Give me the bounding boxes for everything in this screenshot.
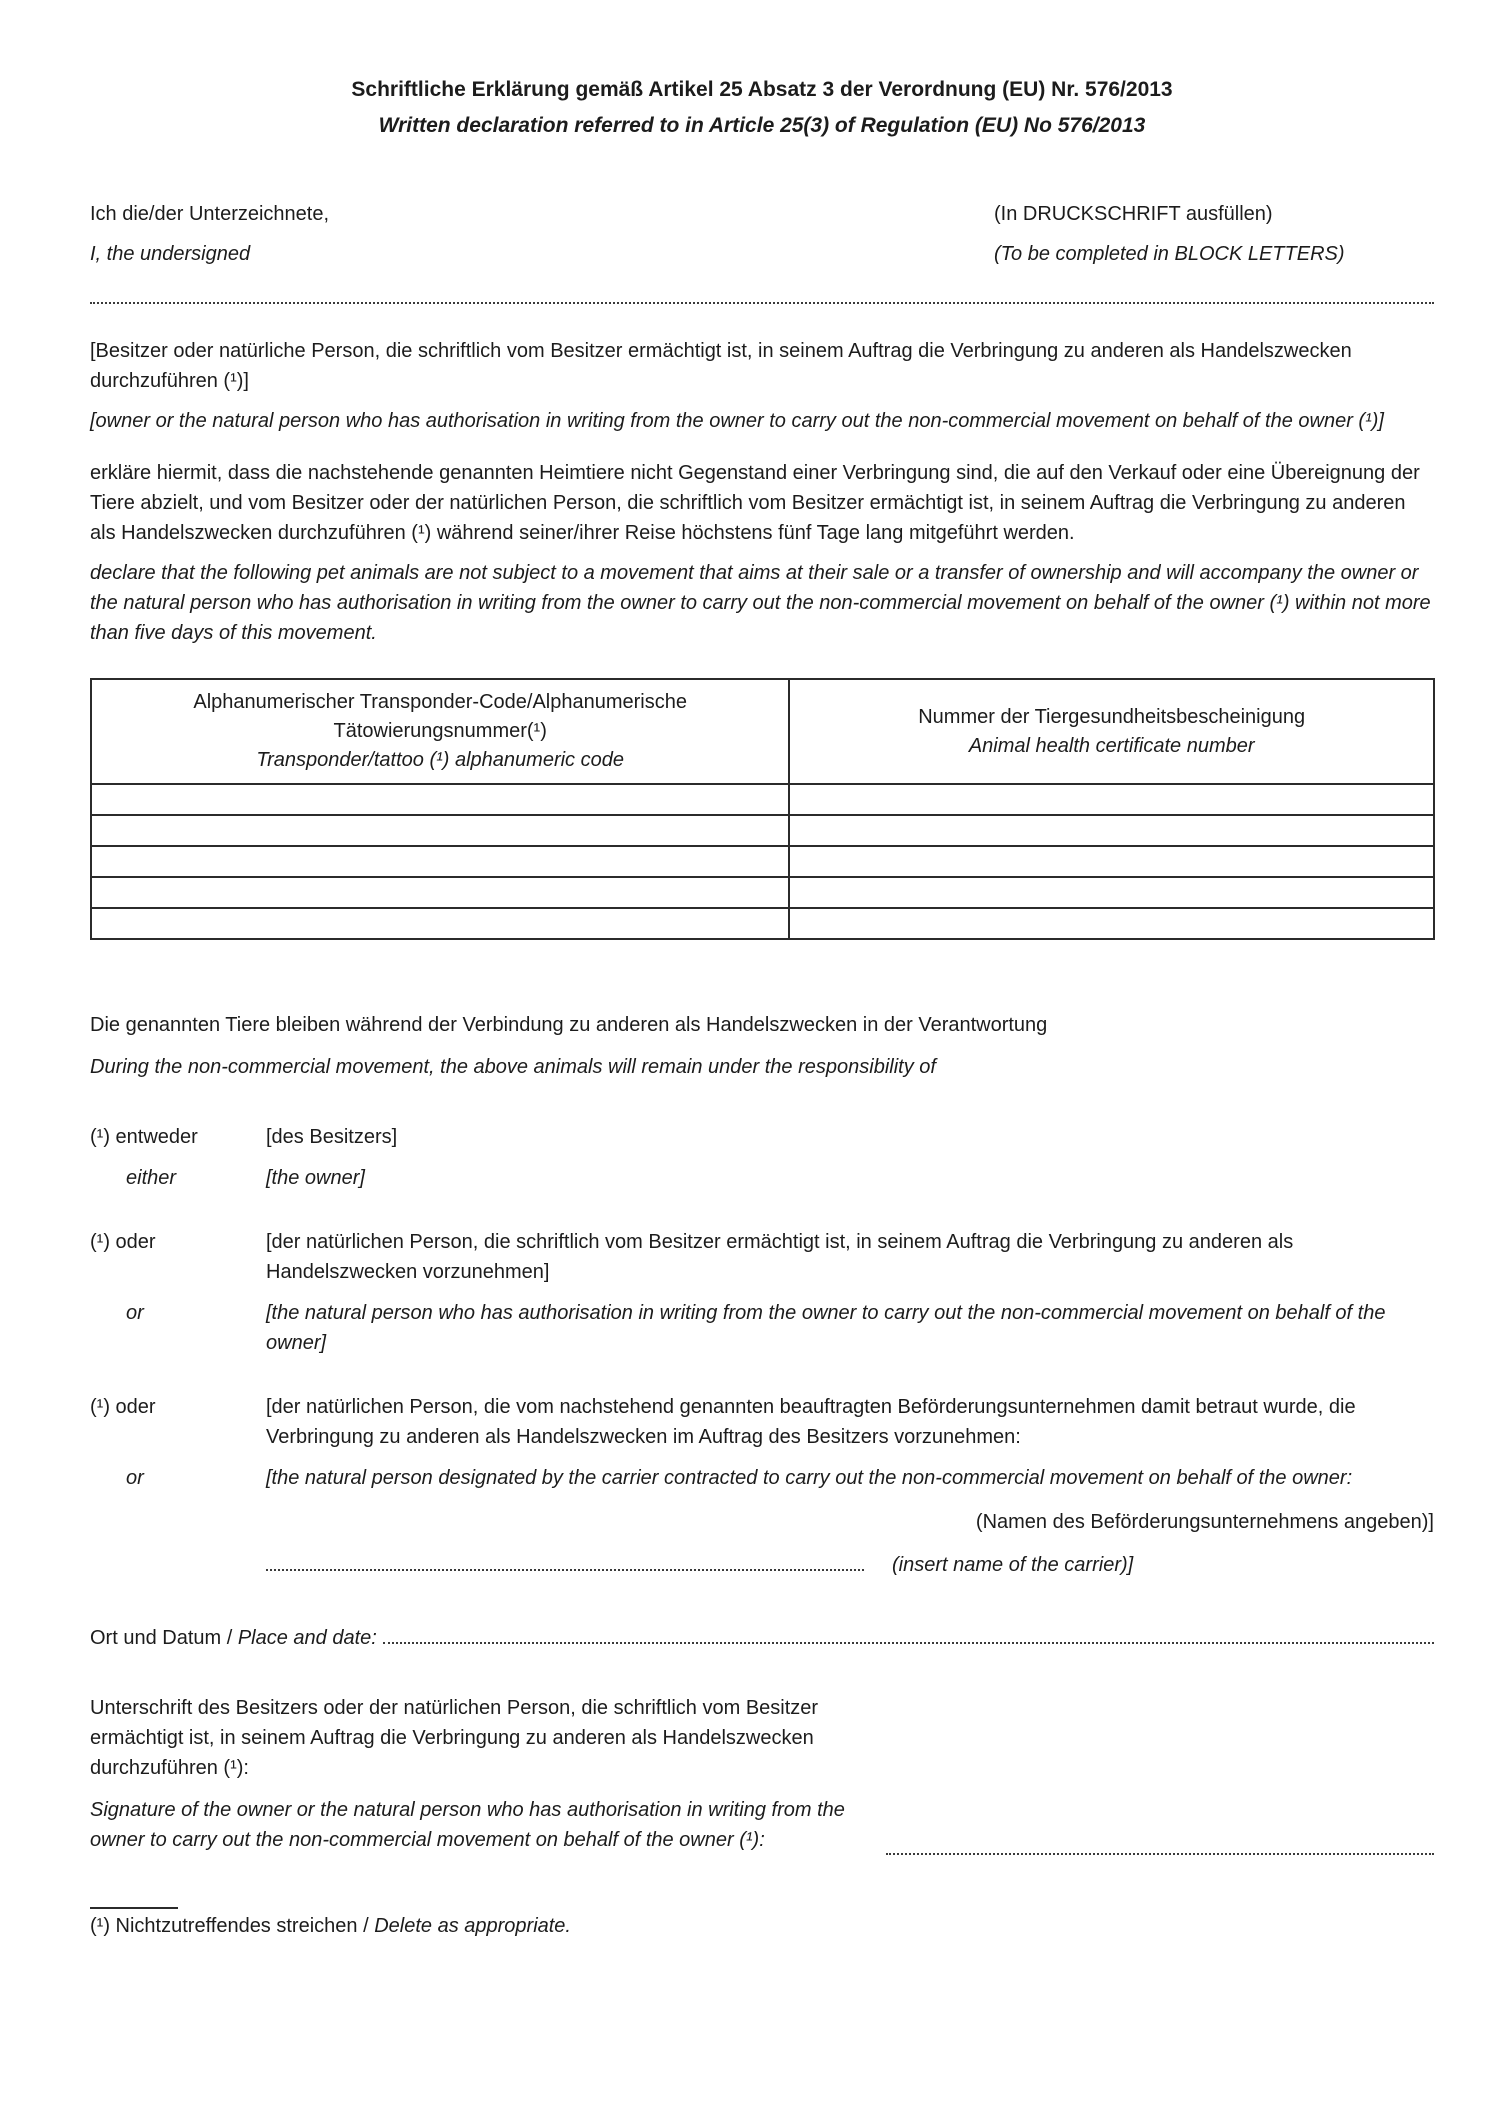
place-date-label-german: Ort und Datum / — [90, 1627, 238, 1649]
certificate-number-cell[interactable] — [789, 815, 1434, 846]
undersigned-label-english: I, the undersigned — [90, 243, 251, 265]
place-date-fill-line[interactable] — [383, 1620, 1434, 1644]
declaration-text-german: erkläre hiermit, dass die nachstehende genannten Heimtiere nicht Gegenstand einer Verbringung sind, die auf den Verkauf oder eine Übereignung der Tiere abzielt, und vom Besitzer oder der natürlichen Person, die schriftlich vom Besitzer ermächtigt ist, in seinem Auftrag die Verbringung zu anderen als Handelszwecken durchzuführen (¹) während seiner/ihrer Reise höchstens fünf Tage lang mitgeführt werden. — [90, 462, 1420, 544]
option-word-german: entweder — [115, 1126, 198, 1148]
signature-label-english: Signature of the owner or the natural person who has authorisation in writing from the owner to carry out the non-commercial movement on behalf of the owner (¹): — [90, 1799, 845, 1851]
option-text-german: [der natürlichen Person, die schriftlich vom Besitzer ermächtigt ist, in seinem Auftrag die Verbringung zu anderen als Handelszwecken vorzunehmen] — [266, 1231, 1294, 1283]
footnote-text — [90, 1911, 1434, 1941]
transponder-code-cell[interactable] — [91, 784, 789, 815]
table-row — [91, 846, 1434, 877]
transponder-code-cell[interactable] — [91, 846, 789, 877]
footnote-separator-rule — [90, 1907, 178, 1909]
signature-area — [874, 1693, 1434, 1855]
certificate-number-cell[interactable] — [789, 908, 1434, 939]
footnote-marker: (¹) — [90, 1126, 110, 1148]
transponder-column-header — [91, 679, 789, 784]
option-row-german — [90, 1227, 1434, 1287]
footnote-section — [90, 1907, 1434, 1941]
option-text-german: [der natürlichen Person, die vom nachstehend genannten beauftragten Beförderungsunternehmen damit betraut wurde, die Verbringung zu anderen als Handelszwecken im Auftrag des Besitzers vorzunehmen: — [266, 1396, 1356, 1448]
option-or-authorised-person — [90, 1227, 1434, 1358]
signature-section — [90, 1693, 1434, 1855]
responsibility-section — [90, 1010, 1434, 1082]
carrier-name-fill-line[interactable] — [266, 1547, 864, 1571]
option-word-german: oder — [115, 1231, 156, 1253]
transponder-code-cell[interactable] — [91, 815, 789, 846]
footnote-text-german: (¹) Nichtzutreffendes streichen / — [90, 1915, 375, 1937]
option-or-carrier-person — [90, 1392, 1434, 1493]
option-text-english: [the natural person who has authorisation in writing from the owner to carry out the non-commercial movement on behalf of the owner] — [266, 1302, 1386, 1354]
option-text-english: [the natural person designated by the carrier contracted to carry out the non-commercial movement on behalf of the owner: — [266, 1467, 1353, 1489]
footnote-marker: (¹) — [90, 1231, 110, 1253]
certificate-number-cell[interactable] — [789, 877, 1434, 908]
footnote-text-english: Delete as appropriate. — [374, 1915, 571, 1937]
carrier-name-note-german: (Namen des Beförderungsunternehmens angeben)] — [975, 1511, 1434, 1533]
option-row-german — [90, 1122, 1434, 1152]
option-row-english — [90, 1163, 1434, 1193]
table-row — [91, 877, 1434, 908]
transponder-code-cell[interactable] — [91, 877, 789, 908]
block-letters-note-english: (To be completed in BLOCK LETTERS) — [994, 243, 1345, 265]
transponder-column-header-german: Alphanumerischer Transponder-Code/Alphanumerische Tätowierungsnummer(¹) — [193, 691, 687, 742]
option-either-owner — [90, 1122, 1434, 1193]
place-date-label — [90, 1623, 377, 1653]
option-word-english: either — [126, 1167, 177, 1189]
option-word-english: or — [126, 1302, 144, 1324]
table-row — [91, 815, 1434, 846]
intro-section — [90, 194, 1434, 274]
place-date-row — [90, 1620, 1434, 1653]
option-row-english — [90, 1463, 1434, 1493]
option-text-english: [the owner] — [266, 1167, 365, 1189]
signature-fill-line[interactable] — [886, 1845, 1434, 1855]
certificate-column-header-german: Nummer der Tiergesundheitsbescheinigung — [918, 705, 1306, 728]
option-text-german: [des Besitzers] — [266, 1126, 398, 1148]
certificate-number-cell[interactable] — [789, 846, 1434, 877]
certificate-number-cell[interactable] — [789, 784, 1434, 815]
owner-bracket-english: [owner or the natural person who has authorisation in writing from the owner to carry out the non-commercial movement on behalf of the owner (¹)] — [90, 410, 1384, 432]
option-marker-word-german — [90, 1122, 266, 1152]
place-date-label-english: Place and date: — [237, 1627, 377, 1649]
signature-labels — [90, 1693, 860, 1855]
carrier-name-note-english: (insert name of the carrier)] — [892, 1554, 1134, 1576]
pet-animals-table — [90, 678, 1435, 940]
option-row-english — [90, 1298, 1434, 1358]
option-marker-word-german — [90, 1392, 266, 1452]
undersigned-label-german: Ich die/der Unterzeichnete, — [90, 203, 330, 225]
certificate-column-header-english: Animal health certificate number — [968, 734, 1255, 757]
table-row — [91, 784, 1434, 815]
form-title-english: Written declaration referred to in Article 25(3) of Regulation (EU) No 576/2013 — [378, 114, 1146, 137]
block-letters-note-german: (In DRUCKSCHRIFT ausfüllen) — [994, 203, 1273, 225]
transponder-code-cell[interactable] — [91, 908, 789, 939]
form-title — [90, 72, 1434, 144]
signature-label-german: Unterschrift des Besitzers oder der natürlichen Person, die schriftlich vom Besitzer ermächtigt ist, in seinem Auftrag die Verbringung zu anderen als Handelszwecken durchzuführen (¹): — [90, 1697, 819, 1779]
option-marker-word-german — [90, 1227, 266, 1287]
footnote-marker: (¹) — [90, 1396, 110, 1418]
option-word-german: oder — [115, 1396, 156, 1418]
carrier-name-row — [266, 1547, 1434, 1580]
name-fill-line[interactable] — [90, 302, 1434, 304]
option-word-english: or — [126, 1467, 144, 1489]
transponder-column-header-english: Transponder/tattoo (¹) alphanumeric code — [256, 749, 624, 771]
declaration-text-english: declare that the following pet animals are not subject to a movement that aims at their sale or a transfer of ownership and will accompany the owner or the natural person who has authorisation in writing from the owner to carry out the non-commercial movement on behalf of the owner (¹) within not more than five days of this movement. — [90, 562, 1431, 644]
responsibility-text-english: During the non-commercial movement, the above animals will remain under the responsibility of — [90, 1056, 936, 1078]
table-row — [91, 908, 1434, 939]
responsibility-text-german: Die genannten Tiere bleiben während der Verbindung zu anderen als Handelszwecken in der Verantwortung — [90, 1014, 1048, 1036]
form-title-german: Schriftliche Erklärung gemäß Artikel 25 Absatz 3 der Verordnung (EU) Nr. 576/2013 — [351, 78, 1173, 101]
option-row-german — [90, 1392, 1434, 1452]
responsible-person-options — [90, 1122, 1434, 1580]
certificate-column-header — [789, 679, 1434, 784]
owner-bracket-german: [Besitzer oder natürliche Person, die schriftlich vom Besitzer ermächtigt ist, in seinem Auftrag die Verbringung zu anderen als Handelszwecken durchzuführen (¹)] — [90, 340, 1352, 392]
table-header-row — [91, 679, 1434, 784]
